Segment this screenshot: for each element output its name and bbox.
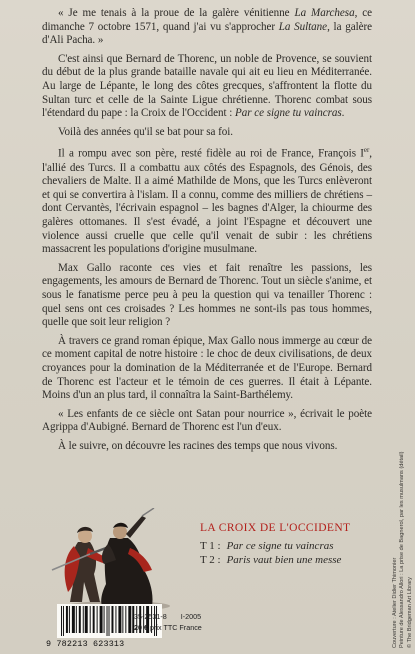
edition-date: I-2005: [180, 612, 202, 621]
blurb-paragraph-lepante: C'est ainsi que Bernard de Thorenc, un noble de Provence, se souvient du début de la plus grande bataille navale qui ait eu lieu en Méditerranée. Au large de Lépante, le long des côtes grecques, s'affrontent la flotte du Sultan turc et celle de la Sainte Ligue chrétienne. Thorenc combat sous l'étendard du pape : la Croix de l'Occident : Par ce signe tu vaincras.: [42, 52, 372, 120]
motto-quote: Par ce signe tu vaincras: [235, 107, 342, 120]
price: 20 €: [134, 623, 148, 632]
series-title: LA CROIX DE L'OCCIDENT: [200, 522, 351, 534]
series-volume-1: [200, 539, 380, 553]
ship-name-marchesa: La Marchesa: [294, 7, 355, 19]
blurb-paragraph-faith: Voilà des années qu'il se bat pour sa foi.: [58, 125, 233, 138]
duel-illustration: [44, 508, 174, 612]
product-codes: [134, 611, 202, 633]
ship-name-sultane: La Sultane: [278, 20, 328, 33]
cover-credits: [392, 48, 414, 648]
volume-label: T 1 :: [200, 540, 221, 552]
barcode-digits: 9 782213 623313: [46, 639, 125, 649]
blurb-text: [42, 7, 372, 454]
reference-code: 35-2531-8: [134, 612, 167, 621]
credit-line-copyright: © The Bridgeman Art Library: [406, 577, 413, 648]
price-line: [134, 622, 202, 633]
credit-line-painting: Peinture de Alessandro Allori : La prise de Bagnerol, par les musulmans (détail): [399, 451, 406, 648]
blurb-paragraph-history: Il a rompu avec son père, resté fidèle au roi de France, François Ier, l'allié des Turcs. Il a combattu aux côtés des Espagnols, des Génois, des chevaliers de Malte. Il a aimé Mathilde de Mons, que les Turcs enlèveront et qui se convertira à l'islam. Il a connu, comme des milliers de chrétiens – dont Cervantès, l'écrivain espagnol – les bagnes d'Alger, la chiourme des galères ottomanes. Il s'est évadé, a joint l'Espagne et découvert une violence aussi cruelle que celle qu'il venait de subir : les chrétiens massacrent les populations d'origine musulmane.: [42, 146, 372, 256]
blurb-paragraph-author: Max Gallo raconte ces vies et fait renaître les passions, les engagements, les amours de Bernard de Thorenc. Tout un siècle s'anime, et sous le fanatisme perce peu à peu la question qui va tenailler Thorenc : quel sens ont ces croisades ? Les hommes ne sont-ils pas tous hommes, quelle que soit leur religion ?: [42, 261, 372, 329]
series-volume-2: [200, 553, 380, 567]
volume-title: Paris vaut bien une messe: [226, 554, 342, 566]
volume-label: T 2 :: [200, 554, 221, 566]
blurb-paragraph-opening-quote: « Je me tenais à la proue de la galère vénitienne La Marchesa, ce dimanche 7 octobre 1571, quand j'ai vu s'approcher La Sultane, la galère d'Ali Pacha. »: [42, 7, 372, 47]
series-info: [200, 521, 380, 567]
blurb-paragraph-aubigne-quote: « Les enfants de ce siècle ont Satan pour nourrice », écrivait le poète Agrippa d'Aubigné. Bernard de Thorenc est l'un d'eux.: [42, 407, 372, 434]
blurb-paragraph-closing: À le suivre, on découvre les racines des temps que nous vivons.: [58, 439, 338, 452]
volume-title: Par ce signe tu vaincras: [226, 540, 334, 552]
reference-line: [134, 611, 202, 622]
price-suffix: prix TTC France: [150, 623, 202, 632]
credit-line-design: Couverture : Atelier Didier Thimonier: [392, 557, 398, 648]
blurb-paragraph-epic: À travers ce grand roman épique, Max Gallo nous immerge au cœur de ce moment capital de notre histoire : le choc de deux civilisations, de deux croyances pour la domination de la Méditerranée et de l'Europe. Bernard de Thorenc est l'acteur et le témoin de ces guerres. Il était à Lépante. Moins d'un an plus tard, il connaîtra la Saint-Barthélemy.: [42, 334, 372, 402]
